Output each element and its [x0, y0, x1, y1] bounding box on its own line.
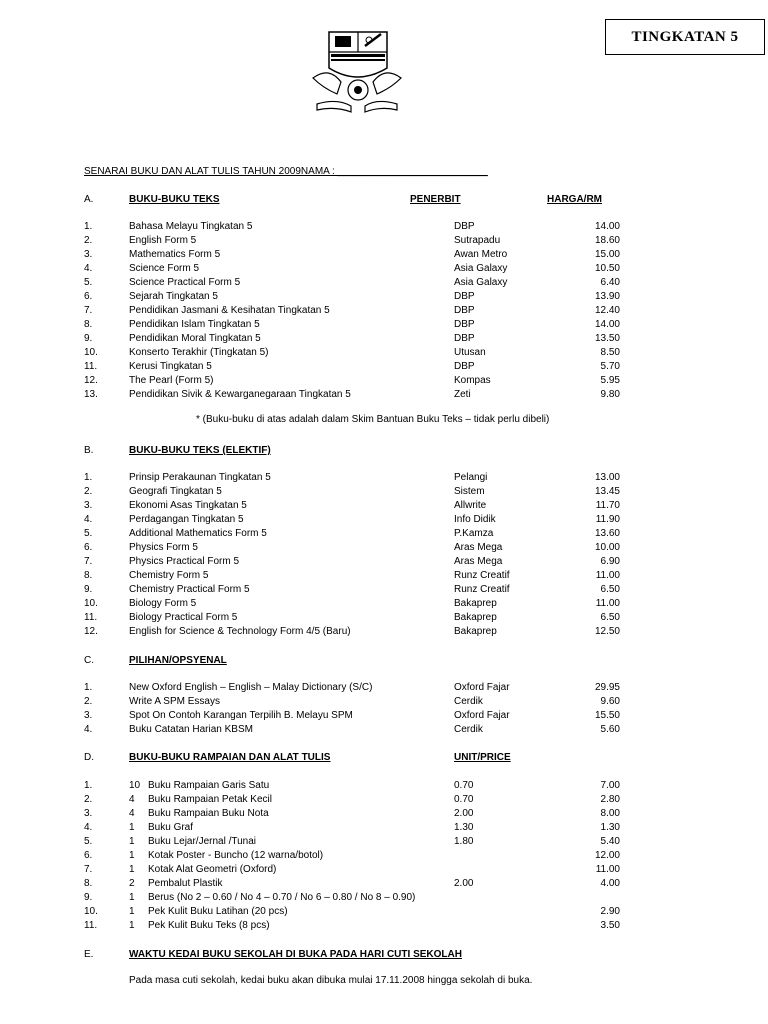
- item-price: 12.50: [594, 626, 620, 637]
- section-d-item: [0, 877, 768, 891]
- item-name: Prinsip Perakaunan Tingkatan 5: [129, 472, 271, 483]
- item-price: 14.00: [594, 319, 620, 330]
- item-quantity: 2: [129, 878, 135, 889]
- item-price: 15.50: [594, 710, 620, 721]
- item-number: 9.: [84, 892, 93, 903]
- section-letter: A.: [84, 194, 94, 205]
- item-publisher: Aras Mega: [454, 542, 503, 553]
- item-quantity: 1: [129, 850, 135, 861]
- item-quantity: 1: [129, 920, 135, 931]
- section-d-item: [0, 863, 768, 877]
- item-name: English Form 5: [129, 235, 197, 246]
- item-number: 1.: [84, 780, 93, 791]
- item-publisher: Bakaprep: [454, 598, 497, 609]
- item-number: 6.: [84, 291, 93, 302]
- section-d-item: [0, 919, 768, 933]
- section-e-heading: [0, 948, 768, 962]
- item-name: Perdagangan Tingkatan 5: [129, 514, 244, 525]
- section-a-item: [0, 248, 768, 262]
- section-title: WAKTU KEDAI BUKU SEKOLAH DI BUKA PADA HARI CUTI SEKOLAH: [129, 949, 462, 960]
- section-a-item: [0, 388, 768, 402]
- section-c-item: [0, 681, 768, 695]
- item-name: Physics Form 5: [129, 542, 198, 553]
- list-header: SENARAI BUKU DAN ALAT TULIS TAHUN 2009NAMA : ___________________________: [84, 166, 488, 177]
- item-number: 5.: [84, 836, 93, 847]
- item-publisher: Asia Galaxy: [454, 277, 508, 288]
- item-price: 13.90: [594, 291, 620, 302]
- item-quantity: 4: [129, 808, 135, 819]
- item-publisher: Utusan: [454, 347, 486, 358]
- section-d-item: [0, 793, 768, 807]
- section-b-item: [0, 485, 768, 499]
- item-name: Biology Practical Form 5: [129, 612, 238, 623]
- item-number: 4.: [84, 514, 93, 525]
- item-price: 11.70: [595, 500, 620, 511]
- item-price: 11.00: [595, 598, 620, 609]
- section-b-item: [0, 611, 768, 625]
- section-a-item: [0, 304, 768, 318]
- item-price: 7.00: [600, 780, 620, 791]
- item-price: 13.50: [594, 333, 620, 344]
- item-name: Geografi Tingkatan 5: [129, 486, 222, 497]
- item-price: 4.00: [600, 878, 620, 889]
- item-name: Buku Rampaian Garis Satu: [148, 780, 270, 791]
- item-name: Biology Form 5: [129, 598, 197, 609]
- item-price: 5.40: [600, 836, 620, 847]
- item-price: 10.50: [594, 263, 620, 274]
- section-a-item: [0, 276, 768, 290]
- item-number: 10.: [84, 598, 98, 609]
- item-publisher: DBP: [454, 305, 475, 316]
- item-price: 6.90: [600, 556, 620, 567]
- section-a-item: [0, 360, 768, 374]
- item-price: 12.40: [594, 305, 620, 316]
- item-number: 4.: [84, 724, 93, 735]
- section-d-item: [0, 835, 768, 849]
- item-number: 4.: [84, 822, 93, 833]
- item-number: 3.: [84, 500, 93, 511]
- item-price: 6.50: [600, 584, 620, 595]
- item-name: Pek Kulit Buku Latihan (20 pcs): [148, 906, 288, 917]
- item-number: 8.: [84, 570, 93, 581]
- item-name: Write A SPM Essays: [129, 696, 220, 707]
- item-number: 3.: [84, 808, 93, 819]
- section-c-heading: [0, 654, 768, 668]
- item-price: 9.80: [600, 389, 620, 400]
- item-name: Buku Lejar/Jernal /Tunai: [148, 836, 257, 847]
- section-b-item: [0, 471, 768, 485]
- item-number: 5.: [84, 277, 93, 288]
- section-a-item: [0, 332, 768, 346]
- item-price: 8.50: [600, 347, 620, 358]
- item-name: Pendidikan Sivik & Kewarganegaraan Tingkatan 5: [129, 389, 351, 400]
- item-name: Science Practical Form 5: [129, 277, 241, 288]
- item-publisher: Runz Creatif: [454, 570, 510, 581]
- item-name: Pembalut Plastik: [148, 878, 223, 889]
- item-publisher: Oxford Fajar: [454, 682, 510, 693]
- item-publisher: Allwrite: [454, 500, 487, 511]
- item-number: 2.: [84, 794, 93, 805]
- item-price: 18.60: [594, 235, 620, 246]
- item-number: 7.: [84, 864, 93, 875]
- item-number: 13.: [84, 389, 98, 400]
- item-publisher: Aras Mega: [454, 556, 503, 567]
- section-a-item: [0, 262, 768, 276]
- section-d-item: [0, 905, 768, 919]
- section-e-text: Pada masa cuti sekolah, kedai buku akan dibuka mulai 17.11.2008 hingga sekolah di buka.: [129, 975, 533, 986]
- item-number: 8.: [84, 878, 93, 889]
- section-d-item: [0, 779, 768, 793]
- item-quantity: 1: [129, 836, 135, 847]
- item-publisher: Sutrapadu: [454, 235, 501, 246]
- section-a-item: [0, 234, 768, 248]
- item-publisher: DBP: [454, 333, 475, 344]
- item-name: Pendidikan Islam Tingkatan 5: [129, 319, 260, 330]
- section-d-item: [0, 891, 768, 905]
- item-price: 13.00: [594, 472, 620, 483]
- section-c-item: [0, 695, 768, 709]
- section-d-item: [0, 807, 768, 821]
- item-name: Berus (No 2 – 0.60 / No 4 – 0.70 / No 6 – 0.80 / No 8 – 0.90): [148, 892, 416, 903]
- item-number: 12.: [84, 626, 98, 637]
- item-price: 11.90: [595, 514, 620, 525]
- item-quantity: 1: [129, 892, 135, 903]
- section-c-item: [0, 709, 768, 723]
- item-quantity: 4: [129, 794, 135, 805]
- section-d-item: [0, 849, 768, 863]
- item-price: 2.90: [600, 906, 620, 917]
- school-crest-logo: [307, 26, 407, 116]
- item-number: 7.: [84, 556, 93, 567]
- item-name: Sejarah Tingkatan 5: [129, 291, 218, 302]
- section-a-note: * (Buku-buku di atas adalah dalam Skim Bantuan Buku Teks – tidak perlu dibeli): [196, 414, 550, 425]
- section-title: BUKU-BUKU TEKS (ELEKTIF): [129, 445, 271, 456]
- item-publisher: DBP: [454, 319, 475, 330]
- item-number: 3.: [84, 710, 93, 721]
- item-publisher: Runz Creatif: [454, 584, 510, 595]
- item-publisher: Asia Galaxy: [454, 263, 508, 274]
- item-price: 12.00: [594, 850, 620, 861]
- item-quantity: 1: [129, 864, 135, 875]
- section-b-item: [0, 597, 768, 611]
- item-number: 2.: [84, 235, 93, 246]
- item-publisher: Awan Metro: [454, 249, 508, 260]
- item-number: 7.: [84, 305, 93, 316]
- item-unit-price: 2.00: [454, 808, 474, 819]
- item-unit-price: 0.70: [454, 794, 474, 805]
- item-number: 1.: [84, 472, 93, 483]
- section-title: BUKU-BUKU TEKS: [129, 194, 220, 205]
- item-name: Ekonomi Asas Tingkatan 5: [129, 500, 247, 511]
- item-quantity: 10: [129, 780, 141, 791]
- item-quantity: 1: [129, 822, 135, 833]
- item-name: Science Form 5: [129, 263, 200, 274]
- item-number: 6.: [84, 850, 93, 861]
- item-price: 1.30: [600, 822, 620, 833]
- section-d-item: [0, 821, 768, 835]
- item-name: Kotak Alat Geometri (Oxford): [148, 864, 277, 875]
- section-b-item: [0, 527, 768, 541]
- section-a-item: [0, 220, 768, 234]
- section-title: PILIHAN/OPSYENAL: [129, 655, 227, 666]
- item-name: Kotak Poster - Buncho (12 warna/botol): [148, 850, 324, 861]
- item-name: Buku Rampaian Buku Nota: [148, 808, 269, 819]
- item-number: 11.: [84, 612, 98, 623]
- item-number: 5.: [84, 528, 93, 539]
- item-name: Additional Mathematics Form 5: [129, 528, 267, 539]
- item-publisher: Bakaprep: [454, 612, 497, 623]
- item-publisher: DBP: [454, 291, 475, 302]
- item-name: Buku Graf: [148, 822, 194, 833]
- section-b-item: [0, 555, 768, 569]
- item-name: Buku Catatan Harian KBSM: [129, 724, 253, 735]
- section-b-item: [0, 541, 768, 555]
- section-a-heading: [0, 193, 768, 207]
- item-price: 15.00: [594, 249, 620, 260]
- item-price: 8.00: [600, 808, 620, 819]
- item-name: Pendidikan Moral Tingkatan 5: [129, 333, 261, 344]
- section-b-item: [0, 569, 768, 583]
- item-unit-price: 2.00: [454, 878, 474, 889]
- section-b-item: [0, 625, 768, 639]
- item-name: Chemistry Practical Form 5: [129, 584, 250, 595]
- item-number: 1.: [84, 221, 93, 232]
- item-publisher: DBP: [454, 221, 475, 232]
- item-price: 11.00: [595, 570, 620, 581]
- item-name: Pek Kulit Buku Teks (8 pcs): [148, 920, 270, 931]
- item-price: 11.00: [595, 864, 620, 875]
- item-number: 8.: [84, 319, 93, 330]
- section-b-item: [0, 499, 768, 513]
- item-quantity: 1: [129, 906, 135, 917]
- item-publisher: Info Didik: [454, 514, 496, 525]
- section-b-heading: [0, 444, 768, 458]
- item-number: 10.: [84, 906, 98, 917]
- item-publisher: Bakaprep: [454, 626, 497, 637]
- item-number: 10.: [84, 347, 98, 358]
- form-level-box: TINGKATAN 5: [605, 19, 765, 55]
- item-number: 2.: [84, 696, 93, 707]
- item-price: 6.40: [600, 277, 620, 288]
- section-letter: C.: [84, 655, 94, 666]
- item-name: Mathematics Form 5: [129, 249, 221, 260]
- item-unit-price: 1.30: [454, 822, 474, 833]
- item-price: 2.80: [600, 794, 620, 805]
- item-number: 11.: [84, 361, 98, 372]
- item-publisher: Sistem: [454, 486, 485, 497]
- item-price: 10.00: [594, 542, 620, 553]
- item-unit-price: 1.80: [454, 836, 474, 847]
- item-number: 9.: [84, 333, 93, 344]
- item-number: 11.: [84, 920, 98, 931]
- item-name: Chemistry Form 5: [129, 570, 209, 581]
- price-column-header: HARGA/RM: [547, 194, 602, 205]
- item-price: 9.60: [600, 696, 620, 707]
- item-name: Kerusi Tingkatan 5: [129, 361, 212, 372]
- section-letter: B.: [84, 445, 94, 456]
- item-unit-price: 0.70: [454, 780, 474, 791]
- item-number: 3.: [84, 249, 93, 260]
- item-publisher: Cerdik: [454, 724, 483, 735]
- item-name: Physics Practical Form 5: [129, 556, 240, 567]
- item-number: 6.: [84, 542, 93, 553]
- section-a-item: [0, 374, 768, 388]
- item-number: 1.: [84, 682, 93, 693]
- section-letter: E.: [84, 949, 94, 960]
- item-publisher: DBP: [454, 361, 475, 372]
- item-publisher: Pelangi: [454, 472, 488, 483]
- section-b-item: [0, 583, 768, 597]
- item-publisher: Oxford Fajar: [454, 710, 510, 721]
- item-price: 29.95: [594, 682, 620, 693]
- item-publisher: Kompas: [454, 375, 491, 386]
- item-price: 13.60: [594, 528, 620, 539]
- publisher-column-header: PENERBIT: [410, 194, 461, 205]
- item-price: 13.45: [594, 486, 620, 497]
- item-name: Buku Rampaian Petak Kecil: [148, 794, 272, 805]
- section-d-heading: [0, 751, 768, 765]
- item-price: 14.00: [594, 221, 620, 232]
- item-publisher: Cerdik: [454, 696, 483, 707]
- section-a-item: [0, 346, 768, 360]
- item-price: 5.95: [600, 375, 620, 386]
- item-name: The Pearl (Form 5): [129, 375, 214, 386]
- item-price: 5.60: [600, 724, 620, 735]
- item-publisher: Zeti: [454, 389, 471, 400]
- item-name: English for Science & Technology Form 4/5 (Baru): [129, 626, 351, 637]
- item-name: Pendidikan Jasmani & Kesihatan Tingkatan 5: [129, 305, 330, 316]
- unit-price-column-header: UNIT/PRICE: [454, 752, 511, 763]
- item-price: 6.50: [600, 612, 620, 623]
- item-name: Spot On Contoh Karangan Terpilih B. Melayu SPM: [129, 710, 353, 721]
- item-price: 3.50: [600, 920, 620, 931]
- item-name: Bahasa Melayu Tingkatan 5: [129, 221, 253, 232]
- section-a-item: [0, 318, 768, 332]
- item-number: 2.: [84, 486, 93, 497]
- section-c-item: [0, 723, 768, 737]
- item-number: 9.: [84, 584, 93, 595]
- item-number: 4.: [84, 263, 93, 274]
- item-name: Konserto Terakhir (Tingkatan 5): [129, 347, 269, 358]
- section-b-item: [0, 513, 768, 527]
- section-letter: D.: [84, 752, 94, 763]
- section-a-item: [0, 290, 768, 304]
- item-price: 5.70: [600, 361, 620, 372]
- section-title: BUKU-BUKU RAMPAIAN DAN ALAT TULIS: [129, 752, 331, 763]
- item-number: 12.: [84, 375, 98, 386]
- item-publisher: P.Kamza: [454, 528, 494, 539]
- item-name: New Oxford English – English – Malay Dictionary (S/C): [129, 682, 373, 693]
